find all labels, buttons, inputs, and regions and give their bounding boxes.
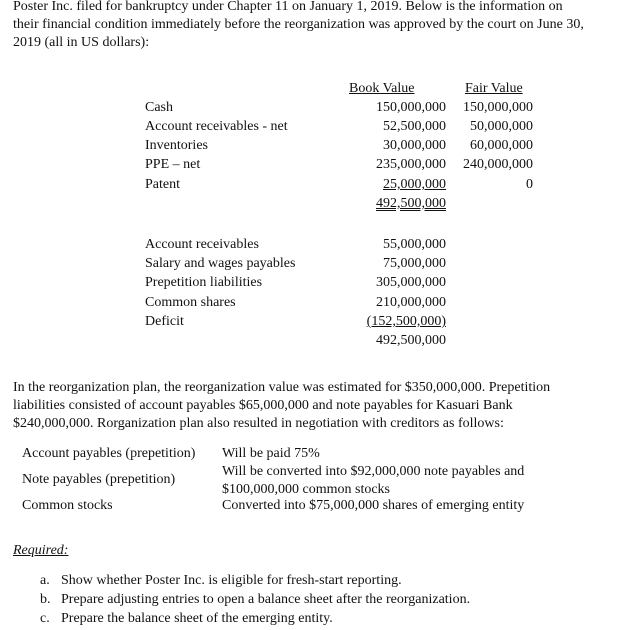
asset-book-value: 235,000,000 [376,157,446,172]
plan-line: In the reorganization plan, the reorganization value was estimated for $350,000,000. Prepetition [13,380,551,395]
intro-line: Poster Inc. filed for bankruptcy under Chapter 11 on January 1, 2019. Below is the information on [13,0,563,14]
intro-line: 2019 (all in US dollars): [13,35,150,50]
creditor-term: $100,000,000 common stocks [222,482,390,497]
intro-line: their financial condition immediately before the reorganization was approved by the court on June 30, [13,17,584,32]
asset-fair-value: 60,000,000 [470,138,533,153]
liability-value: (152,500,000) [366,314,446,329]
intro-paragraph [13,0,625,52]
liability-value: 305,000,000 [376,275,446,290]
asset-book-value: 30,000,000 [383,138,446,153]
liability-value: 75,000,000 [383,256,446,271]
assets-total: 492,500,000 [376,196,446,211]
required-item-text: Show whether Poster Inc. is eligible for fresh-start reporting. [61,573,402,588]
asset-book-value: 25,000,000 [383,177,446,192]
asset-label: Cash [145,100,173,115]
asset-label: Inventories [145,138,208,153]
liability-value: 55,000,000 [383,237,446,252]
liabilities-total: 492,500,000 [376,333,446,348]
fair-value-header: Fair Value [465,81,523,96]
liability-label: Salary and wages payables [145,256,296,271]
asset-book-value: 52,500,000 [383,119,446,134]
creditor-label: Common stocks [22,498,113,513]
liability-label: Common shares [145,295,236,310]
asset-fair-value: 240,000,000 [463,157,533,172]
asset-fair-value: 0 [526,177,533,192]
required-heading: Required: [13,543,69,558]
plan-line: liabilities consisted of account payables $65,000,000 and note payables for Kasuari Bank [13,398,513,413]
required-item-marker: a. [40,573,50,588]
required-item-text: Prepare adjusting entries to open a balance sheet after the reorganization. [61,592,471,607]
liability-label: Prepetition liabilities [145,275,263,290]
asset-label: Account receivables - net [145,119,288,134]
creditor-term: Will be paid 75% [222,446,320,461]
liability-value: 210,000,000 [376,295,446,310]
book-value-header: Book Value [349,81,415,96]
creditor-term: Converted into $75,000,000 shares of emerging entity [222,498,525,513]
asset-label: PPE – net [145,157,201,172]
asset-book-value: 150,000,000 [376,100,446,115]
plan-line: $240,000,000. Rorganization plan also resulted in negotiation with creditors as follows: [13,416,504,431]
liability-label: Deficit [145,314,184,329]
creditor-label: Note payables (prepetition) [22,472,176,487]
required-item-marker: b. [40,592,51,607]
asset-fair-value: 150,000,000 [463,100,533,115]
liability-label: Account receivables [145,237,259,252]
creditor-term: Will be converted into $92,000,000 note payables and [222,464,525,479]
asset-fair-value: 50,000,000 [470,119,533,134]
creditor-label: Account payables (prepetition) [22,446,196,461]
plan-paragraph [13,379,625,433]
asset-label: Patent [145,177,180,192]
required-item-text: Prepare the balance sheet of the emerging entity. [61,611,333,626]
required-item-marker: c. [40,611,50,626]
